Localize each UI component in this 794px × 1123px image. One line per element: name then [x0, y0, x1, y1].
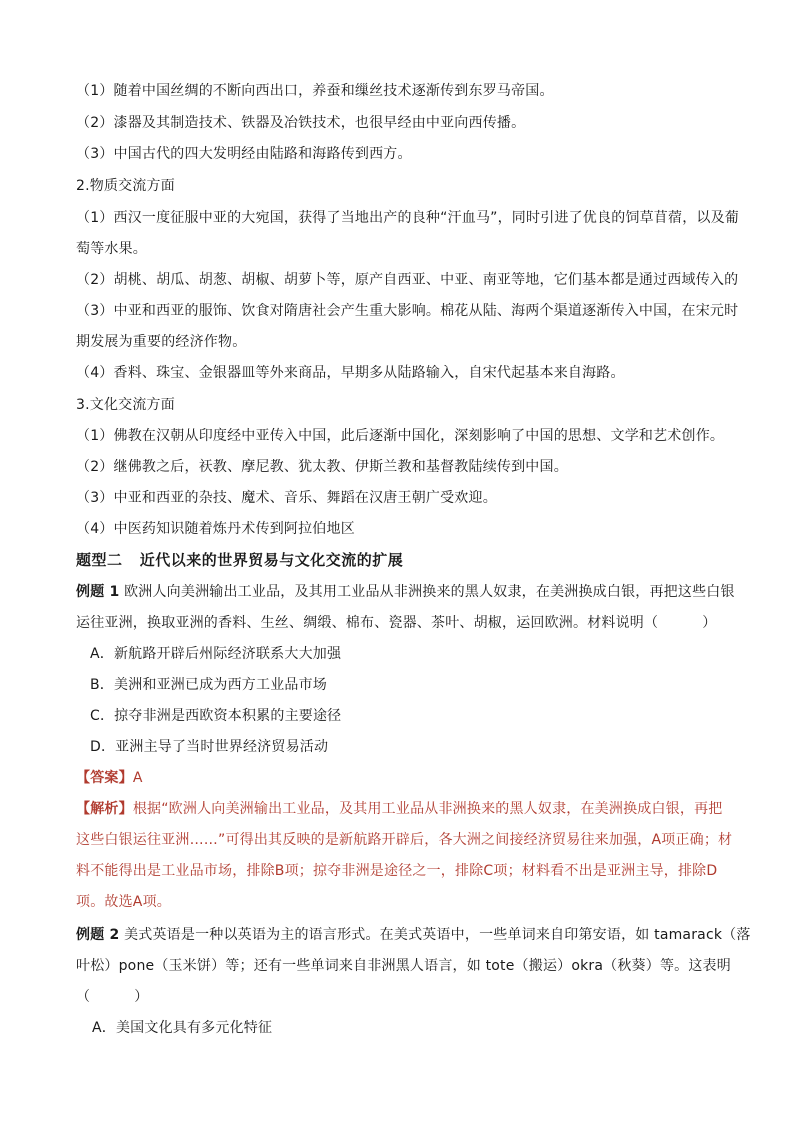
example-2-question: [76, 924, 751, 946]
example-2-question-cont: 叶松）pone（玉米饼）等；还有一些单词来自非洲黑人语言，如 tote（搬运）okra（秋葵）等。这表明: [76, 958, 731, 974]
paragraph-line: （4）中医药知识随着炼丹术传到阿拉伯地区: [76, 521, 355, 537]
section-title-text: 近代以来的世界贸易与文化交流的扩展: [139, 551, 404, 569]
paragraph-line: （3）中国古代的四大发明经由陆路和海路传到西方。: [76, 146, 412, 162]
option-a: A．美国文化具有多元化特征: [92, 1020, 273, 1036]
analysis-line: 料不能得出是工业品市场，排除B项；掠夺非洲是途径之一，排除C项；材料看不出是亚洲主导，排除D: [76, 863, 718, 879]
example-1-label: 例题 1: [76, 584, 120, 600]
paragraph-line: （2）漆器及其制造技术、铁器及冶铁技术，也很早经由中亚向西传播。: [76, 115, 526, 131]
paragraph-line: （2）继佛教之后，祆教、摩尼教、犹太教、伊斯兰教和基督教陆续传到中国。: [76, 459, 568, 475]
example-2-text: 美式英语是一种以英语为主的语言形式。在美式英语中，一些单词来自印第安语，如 tamarack（落: [124, 927, 751, 943]
paragraph-line: 萄等水果。: [76, 241, 147, 257]
analysis-label: 【解析】: [76, 801, 133, 817]
analysis-line: 这些白银运往亚洲……”可得出其反映的是新航路开辟后，各大洲之间接经济贸易往来加强，A项正确；材: [76, 832, 733, 848]
section-title: [76, 549, 403, 571]
option-d: D．亚洲主导了当时世界经济贸易活动: [90, 739, 329, 755]
answer-paren-close: ）: [134, 989, 149, 1005]
analysis-text: 根据“欧洲人向美洲输出工业品，及其用工业品从非洲换来的黑人奴隶，在美洲换成白银，再把: [132, 801, 723, 817]
paragraph-line: 期发展为重要的经济作物。: [76, 334, 247, 350]
answer-line: [76, 767, 143, 789]
paragraph-line: （1）佛教在汉朝从印度经中亚传入中国，此后逐渐中国化，深刻影响了中国的思想、文学和艺术创作。: [76, 428, 725, 444]
example-1-question: [76, 581, 735, 603]
analysis-line: 项。故选A项。: [76, 894, 171, 910]
analysis-line: [76, 798, 722, 820]
subsection-heading: 3.文化交流方面: [76, 397, 175, 413]
option-c: C．掠夺非洲是西欧资本积累的主要途径: [90, 708, 342, 724]
example-2-label: 例题 2: [76, 927, 120, 943]
paragraph-line: （1）西汉一度征服中亚的大宛国，获得了当地出产的良种“汗血马”，同时引进了优良的饲草苜蓿，以及葡: [76, 210, 740, 226]
example-2-answer-paren: [76, 986, 148, 1008]
paragraph-line: （3）中亚和西亚的服饰、饮食对隋唐社会产生重大影响。棉花从陆、海两个渠道逐渐传入中国，在宋元时: [76, 303, 739, 319]
answer-paren-close: ）: [702, 615, 717, 631]
subsection-heading: 2.物质交流方面: [76, 178, 175, 194]
example-1-question-cont: [76, 612, 716, 634]
paragraph-line: （2）胡桃、胡瓜、胡葱、胡椒、胡萝卜等，原产自西亚、中亚、南亚等地，它们基本都是通过西域传入的: [76, 272, 739, 288]
example-1-text-cont: 运往亚洲，换取亚洲的香料、生丝、绸缎、棉布、瓷器、茶叶、胡椒，运回欧洲。材料说明（: [76, 615, 659, 631]
answer-value: A: [132, 770, 143, 786]
option-b: B．美洲和亚洲已成为西方工业品市场: [90, 677, 328, 693]
paragraph-line: （4）香料、珠宝、金银器皿等外来商品，早期多从陆路输入，自宋代起基本来自海路。: [76, 365, 625, 381]
example-1-text: 欧洲人向美洲输出工业品，及其用工业品从非洲换来的黑人奴隶，在美洲换成白银，再把这些白银: [124, 584, 735, 600]
answer-label: 【答案】: [76, 770, 133, 786]
paragraph-line: （1）随着中国丝绸的不断向西出口，养蚕和缫丝技术逐渐传到东罗马帝国。: [76, 83, 554, 99]
answer-paren-open: （: [76, 989, 91, 1005]
option-a: A．新航路开辟后州际经济联系大大加强: [90, 646, 342, 662]
paragraph-line: （3）中亚和西亚的杂技、魔术、音乐、舞蹈在汉唐王朝广受欢迎。: [76, 490, 497, 506]
section-title-label: 题型二: [76, 551, 123, 569]
